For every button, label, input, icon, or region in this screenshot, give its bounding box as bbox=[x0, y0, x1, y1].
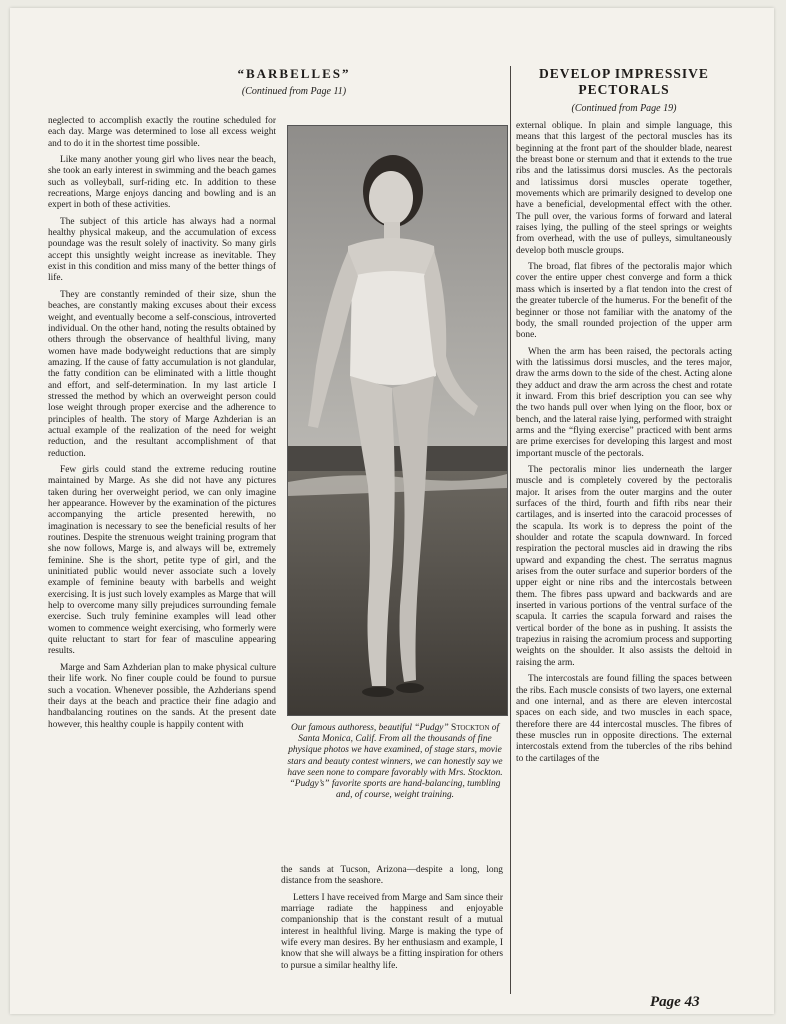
left-article-continued: (Continued from Page 11) bbox=[241, 86, 347, 97]
left-paragraph: Marge and Sam Azhderian plan to make physical culture their life work. No finer couple could be found to pursue such a vocation. Whenever possible, the Azhderians spend their days at the beach and practice their fine adagio and handbalancing routines on the sands. At the present date however, this healthy couple is happily content with bbox=[48, 662, 276, 730]
right-paragraph: external oblique. In plain and simple language, this means that this largest of the pectoral muscles has its beginning at the front part of the shoulder blade, nearest the breast bone or sternum and that it extends to the true ribs and the latissimus dorsi muscles. As the pectorals and latissimus dorsi muscles operate together, movements which are primarily designed to develop one have a beneficial, developmental effect with the other. The pull over, the various forms of forward and lateral raises lying, the pulling of the steel springs or weights from overhead, with the use of pulleys, simultaneously develop both muscle groups. bbox=[516, 121, 732, 256]
center-paragraph: the sands at Tucson, Arizona—despite a long, long distance from the seashore. bbox=[281, 865, 503, 887]
photo-beach-woman bbox=[287, 125, 508, 716]
left-paragraph: They are constantly reminded of their size, shun the beaches, are constantly making excuses about their excess weight, and eventually become a self-conscious, introverted individual. On the other hand, noting the results obtained by others through the observance of healthful living, many women have made bodyweight reductions that are simply amazing. If the cause of fatty accumulation is not glandular, the fatty condition can be eliminated with a little thought and effort, and self-determination. In my last article I stressed the method by which an overweight person could lose weight through proper exercise and the adherence to principles of health. The story of Marge Azhderian is an actual example of the realization of the need for weight reduction, and the resultant accomplishment of that reduction. bbox=[48, 289, 276, 459]
right-paragraph: The pectoralis minor lies underneath the larger muscle and is completely covered by the pectoralis major. It arises from the outer margins and the outer surfaces of the third, fourth and fifth ribs near their cartilages, and is inserted into the caracoid processes of the scapula. Its work is to depress the point of the shoulder and rotate the scapula downward. In forced respiration the pectoral muscles aid in drawing the ribs upward and expanding the chest. The serratus magnus arises from the outer surface and superior borders of the upper eight or nine ribs and the intercostals between them. The fibres pass upward and backwards and are inserted in various portions of the ventral surface of the scapula. It carries the scapula forward and raises the vertical border of the bone as in pushing. It assists the trapezius in raising the acromium process and supporting weights on the shoulder. It also assists the deltoid in raising the arm. bbox=[516, 464, 732, 668]
right-paragraph: When the arm has been raised, the pectorals acting with the latissimus dorsi muscles, and the teres major, draw the arms down to the side of the chest. Acting alone they adduct and draw the arm across the chest and rotate it inward. From this brief description you can see why the two hands pull over when lying on the floor, box or bench, and the lateral raise lying, performed with straight arms and the “flying exercise” practiced with bent arms are prime exercises for developing this largest and most important muscle of the pectorals. bbox=[516, 346, 732, 459]
left-paragraph: Like many another young girl who lives near the beach, she took an early interest in swimming and the beach games such as volleyball, surf-riding etc. In addition to these recreations, Marge enjoys dancing and bowling and is an expert in both of these activities. bbox=[48, 155, 276, 211]
magazine-page bbox=[10, 8, 774, 1014]
right-paragraph: The broad, flat fibres of the pectoralis major which cover the entire upper chest converge and form a thick mass which is inserted by a flat tendon into the crest of the greater tubercle of the humerus. For the benefit of the beginner or those not familiar with the anatomy of the body, the small rounded projection of the upper arm bone. bbox=[516, 262, 732, 341]
caption-line1: Our famous authoress, beautiful “Pudgy” bbox=[290, 723, 449, 733]
left-paragraph: neglected to accomplish exactly the routine scheduled for each day. Marge was determined to lose all excess weight and to do it in the shortest time possible. bbox=[48, 116, 276, 149]
page-number: Page 43 bbox=[650, 994, 700, 1010]
right-paragraph: The intercostals are found filling the spaces between the ribs. Each muscle consists of two layers, one external and one internal, and as there are eleven intercostal spaces on each side, and two muscles in each space, therefore there are 44 intercostal muscles. The fibres of these muscles run in opposite directions. The external intercostals extend from the tubercles of the ribs behind to the cartilages of the bbox=[516, 674, 732, 764]
column-rule bbox=[510, 66, 511, 994]
left-article-title: “BARBELLES” bbox=[237, 66, 351, 81]
left-paragraph: Few girls could stand the extreme reducing routine maintained by Marge. As she did not have any pictures taken during her overweight period, we can only imagine her appearance. However by the examination of the pictures accompanying the article presented herewith, no imagination is necessary to see the beneficial results of her routines. Despite the strenuous weight training program that she now follows, Marge is, and always will be, extremely feminine. She is the short, petite type of girl, and the uninitiated public would never associate such a lovely example of feminine beauty with barbells and weight exercising. It is just such lovely examples as Marge that will help to overcome many silly prejudices surrounding female exercise. Such truly feminine examples will lead other women to commence weight exercising, who formerly were quite reluctant to start for fear of masculine appearing results. bbox=[48, 464, 276, 657]
caption-name: Stockton bbox=[451, 723, 490, 733]
center-paragraph: Letters I have received from Marge and Sam since their marriage radiate the happiness and enjoyable companionship that is the constant result of a mutual interest in healthful living. Marge is making the type of wife every man desires. By her enthusiasm and example, I know that she will always be a fitting inspiration for others to pursue a similar healthy life. bbox=[281, 892, 503, 971]
right-article-continued: (Continued from Page 19) bbox=[571, 103, 677, 114]
caption-rest: of Santa Monica, Calif. From all the thousands of fine physique photos we have examined, of stage stars, movie stars and beauty contest winners, we can honestly say we have seen none to compare favorably with Mrs. Stockton. “Pudgy’s” favorite sports are hand-balancing, tumbling and, of course, weight training. bbox=[287, 723, 503, 801]
photo-caption bbox=[286, 723, 504, 801]
left-paragraph: The subject of this article has always had a normal healthy physical makeup, and the accumulation of excess poundage was the result solely of inactivity. So many girls accept this unsightly weight increase as inevitable. They exist in this condition and miss many of the better things of life. bbox=[48, 216, 276, 284]
right-column bbox=[516, 121, 732, 765]
center-column bbox=[281, 865, 503, 972]
left-column bbox=[48, 116, 276, 731]
photo-illustration bbox=[288, 126, 507, 715]
right-article-title: DEVELOP IMPRESSIVE PECTORALS bbox=[539, 66, 709, 97]
